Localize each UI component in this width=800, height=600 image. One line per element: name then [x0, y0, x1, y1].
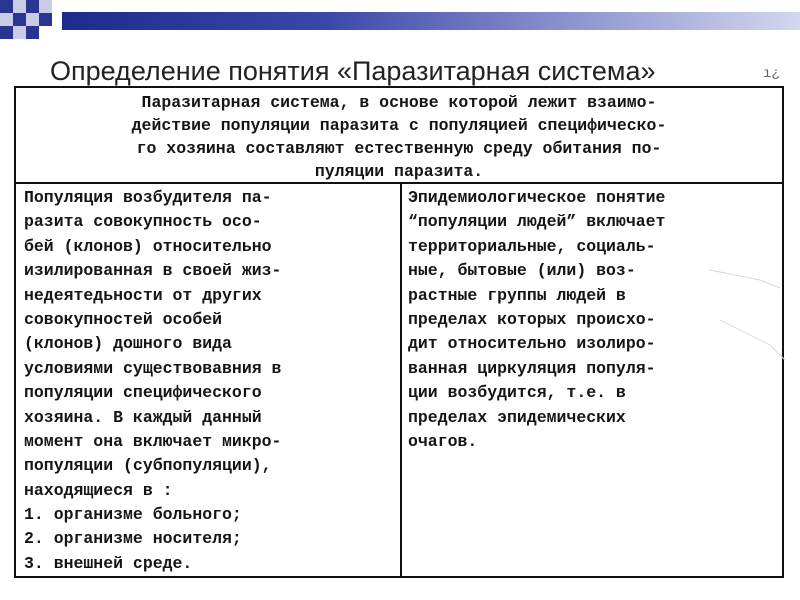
right-column-line: дит относительно изолиро-: [408, 334, 656, 354]
slide-title: Определение понятия «Паразитарная система»: [50, 56, 656, 86]
header-gradient-bar: [62, 12, 800, 30]
right-column-line: ванная циркуляция популя-: [408, 358, 656, 378]
left-column-line: условиями существовавния в: [24, 358, 282, 378]
checker-square: [0, 0, 13, 13]
right-column-line: “популяции людей” включает: [408, 212, 666, 232]
left-column-line: хозяина. В каждый данный: [24, 407, 262, 427]
right-column-line: очагов.: [408, 431, 478, 451]
right-column-line: ные, бытовые (или) воз-: [408, 261, 636, 281]
left-column-line: 1. организме больного;: [24, 505, 242, 525]
left-column-line: популяции специфического: [24, 383, 262, 403]
checker-logo-decoration: [0, 0, 70, 45]
definition-line: пуляции паразита.: [314, 162, 484, 181]
right-column-line: пределах которых происхо-: [408, 309, 656, 329]
scan-scribble-decoration: [700, 250, 790, 370]
left-column-line: (клонов) дошного вида: [24, 334, 232, 354]
checker-square: [0, 13, 13, 26]
definition-line: го хозяина составляют естественную среду обитания по-: [136, 139, 662, 158]
checker-square: [26, 13, 39, 26]
left-column-line: 3. внешней среде.: [24, 553, 193, 573]
left-column-line: недеятедьности от других: [24, 285, 262, 305]
checker-square: [13, 13, 26, 26]
definition-block: [16, 88, 782, 184]
human-population-column: [402, 184, 782, 576]
scanned-document-table: [14, 86, 784, 578]
left-column-line: совокупностей особей: [24, 309, 223, 329]
checker-square: [13, 0, 26, 13]
checker-square: [39, 0, 52, 13]
right-column-line: пределах эпидемических: [408, 407, 626, 427]
definition-line: действие популяции паразита с популяцией специфическо-: [131, 116, 667, 135]
title-stray-mark: ı¿: [763, 66, 780, 82]
checker-square: [0, 26, 13, 39]
left-column-line: момент она включает микро-: [24, 431, 282, 451]
right-column-line: растные группы людей в: [408, 285, 626, 305]
checker-square: [26, 26, 39, 39]
right-column-line: Эпидемиологическое понятие: [408, 188, 666, 207]
checker-square: [39, 13, 52, 26]
checker-square: [26, 0, 39, 13]
left-column-line: находящиеся в :: [24, 480, 173, 500]
left-column-line: бей (клонов) относительно: [24, 236, 272, 256]
checker-square: [13, 26, 26, 39]
left-column-line: изилированная в своей жиз-: [24, 261, 282, 281]
left-column-line: Популяция возбудителя па-: [24, 188, 272, 207]
right-column-line: территориальные, социаль-: [408, 236, 656, 256]
left-column-line: популяции (субпопуляции),: [24, 456, 272, 476]
left-column-line: 2. организме носителя;: [24, 529, 242, 549]
left-column-line: разита совокупность осо-: [24, 212, 262, 232]
definition-line: Паразитарная система, в основе которой лежит взаимо-: [141, 93, 657, 112]
right-column-line: ции возбудится, т.е. в: [408, 383, 626, 403]
parasite-population-column: [16, 184, 402, 576]
